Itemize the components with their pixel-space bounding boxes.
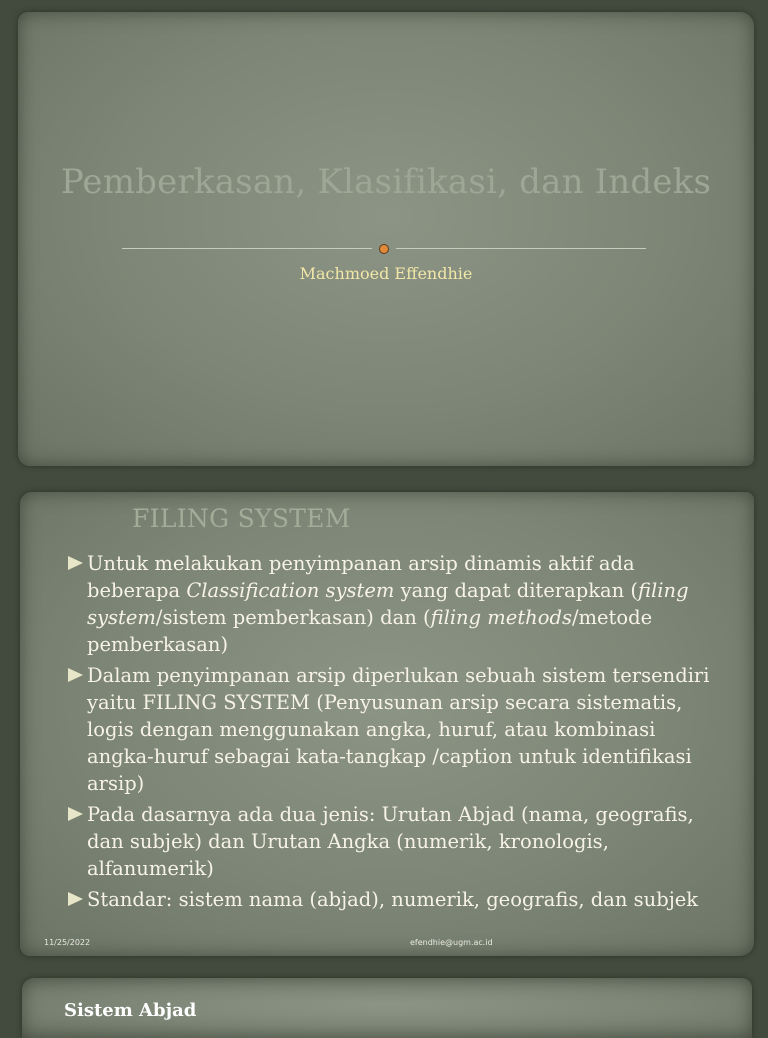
bullet-text: /sistem pemberkasan) dan ( xyxy=(155,606,431,629)
bullet-arrow-icon xyxy=(68,668,83,682)
bullet-text: Pada dasarnya ada dua jenis: Urutan Abjad (nama, geografis, dan subjek) dan Urutan Angka (numerik, kronologis, alfanumerik) xyxy=(87,803,694,880)
bullet-item xyxy=(68,550,728,658)
bullet-text: Dalam penyimpanan arsip diperlukan sebuah sistem tersendiri yaitu FILING SYSTEM (Penyusunan arsip secara sistematis, logis dengan menggunakan angka, huruf, atau kombinasi angka-huruf sebagai kata-tangkap /caption untuk identifikasi arsip) xyxy=(87,664,710,795)
bullet-item xyxy=(68,801,728,882)
slide-heading: Sistem Abjad xyxy=(64,1000,197,1021)
bullet-list xyxy=(68,550,728,917)
slide-heading: FILING SYSTEM xyxy=(132,504,351,533)
bullet-text: Standar: sistem nama (abjad), numerik, geografis, dan subjek xyxy=(87,888,699,911)
presentation-title: Pemberkasan, Klasifikasi, dan Indeks xyxy=(60,162,712,202)
slide-filing-system xyxy=(20,492,754,956)
bullet-text: Untuk melakukan penyimpanan arsip dinamis aktif ada beberapa xyxy=(87,552,635,602)
bullet-text: filing system xyxy=(87,579,689,629)
footer-email: efendhie@ugm.ac.id xyxy=(410,938,493,947)
bullet-item xyxy=(68,886,728,913)
author-name: Machmoed Effendhie xyxy=(299,264,473,283)
divider-line-right xyxy=(396,248,646,249)
divider-dot-icon xyxy=(379,244,389,254)
title-divider xyxy=(122,242,646,256)
bullet-arrow-icon xyxy=(68,807,83,821)
footer-date: 11/25/2022 xyxy=(44,938,91,947)
bullet-arrow-icon xyxy=(68,556,83,570)
divider-line-left xyxy=(122,248,372,249)
bullet-arrow-icon xyxy=(68,892,83,906)
slide-title xyxy=(18,12,754,466)
bullet-item xyxy=(68,662,728,797)
bullet-text: yang dapat diterapkan ( xyxy=(394,579,639,602)
slide-sistem-abjad xyxy=(22,978,752,1038)
bullet-text: filing methods xyxy=(430,606,572,629)
bullet-text: /metode pemberkasan) xyxy=(87,606,653,656)
bullet-text: Classification system xyxy=(186,579,395,602)
